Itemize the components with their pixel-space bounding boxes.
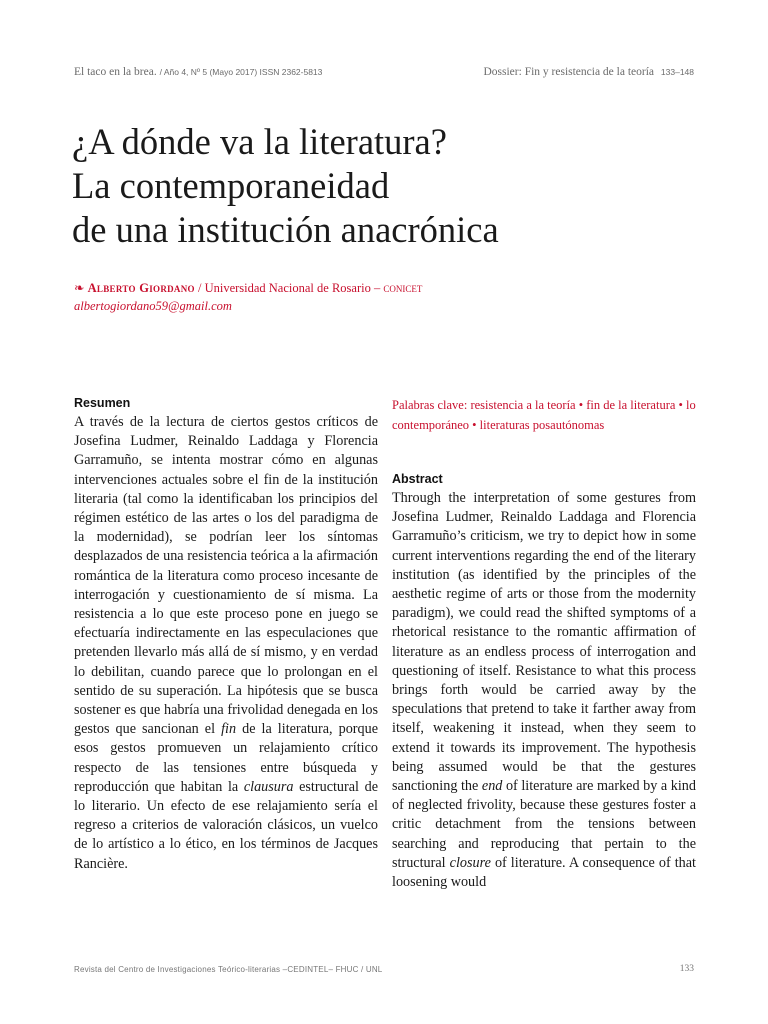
dossier-name: Dossier: Fin y resistencia de la teoría xyxy=(483,66,655,78)
fleuron-icon: ❧ xyxy=(74,281,85,295)
author-name: Alberto Giordano xyxy=(87,281,195,295)
resumen-heading: Resumen xyxy=(74,396,131,410)
italic-term: end xyxy=(481,778,503,795)
keywords-list: resistencia a la teoría • fin de la literatura • lo contemporáneo • literaturas posautónomas xyxy=(392,398,696,432)
author-line xyxy=(74,280,422,296)
italic-term: fin xyxy=(221,721,237,738)
title-line-3: de una institución anacrónica xyxy=(72,209,499,250)
resumen-body: A través de la lectura de ciertos gestos críticos de Josefina Ludmer, Reinaldo Laddaga y Florencia Garramuño, se intenta mostrar cómo en algunas intervenciones actuales sobre el fin de la institución literaria (tal como la identificaban los principios del régimen estético de las artes o los del paradigma de la modernidad), se podrían leer los síntomas desplazados de una resistencia teórica a la afirmación romántica de la literatura como proceso incesante de interrogación y cuestionamiento de sí misma. La resistencia a lo que este proceso pone en juego se efectuaría indirectamente en las especulaciones que pretenden llevarlo más allá de sí mismo, y en verdad lo debilitan, cuando parece que lo prolongan en el sentido de su superación. La hipótesis que se busca sostener es que habría una frivolidad denegada en los gestos que sancionan el fin de la literatura, porque esos gestos promueven un relajamiento crítico respecto de las tensiones entre búsqueda y reproducción que habitan la clausura estructural de lo literario. Un efecto de ese relajamiento sería el regreso a criterios de valoración clásicos, un vuelco de lo artístico a lo ético, en los términos de Jacques Rancière. xyxy=(74,414,378,872)
journal-issue: / Año 4, Nº 5 (Mayo 2017) ISSN 2362-5813 xyxy=(159,67,323,77)
author-affiliation: Universidad Nacional de Rosario – xyxy=(204,281,381,295)
running-header-journal xyxy=(74,66,322,78)
article-title xyxy=(72,120,712,252)
footer-journal: Revista del Centro de Investigaciones Teórico-literarias –CEDINTEL– FHUC / UNL xyxy=(74,965,383,974)
abstract-body: Through the interpretation of some gestures from Josefina Ludmer, Reinaldo Laddaga and Florencia Garramuño’s criticism, we try to depict how in some current interventions regarding the end of the literary institution (as identified by the principles of the aesthetic regime of arts or those from the modernity paradigm), we could read the shifted symptoms of a rhetorical resistance to the romantic affirmation of literature as an endless process of interrogation and questioning of itself. Resistance to what this process brings forth would be carried away by the speculations that pretend to take it farther away from itself, weakening it instead, when they seem to extend it towards its improvement. The hypothesis being assumed would be that the gestures sanctioning the end of literature are marked by a kind of neglected frivolity, because these gestures foster a critic detachment from the tensions between searching and reproducing that pertain to the structural closure of literature. A consequence of that loosening would xyxy=(392,490,696,891)
journal-name: El taco en la brea. xyxy=(74,66,157,78)
abstract-heading: Abstract xyxy=(392,472,443,486)
running-header-dossier xyxy=(483,66,694,78)
keywords xyxy=(392,396,696,435)
title-line-1: ¿A dónde va la literatura? xyxy=(72,121,447,162)
author-affiliation-agency: conicet xyxy=(383,281,423,295)
italic-term: clausura xyxy=(243,778,294,795)
italic-term: closure xyxy=(449,854,491,871)
page-number: 133 xyxy=(679,964,694,974)
author-email[interactable]: albertogiordano59@gmail.com xyxy=(74,299,232,313)
title-line-2: La contemporaneidad xyxy=(72,165,390,206)
page-range: 133–148 xyxy=(660,67,694,77)
author-separator: / xyxy=(197,281,202,295)
keywords-label: Palabras clave: xyxy=(392,398,468,412)
